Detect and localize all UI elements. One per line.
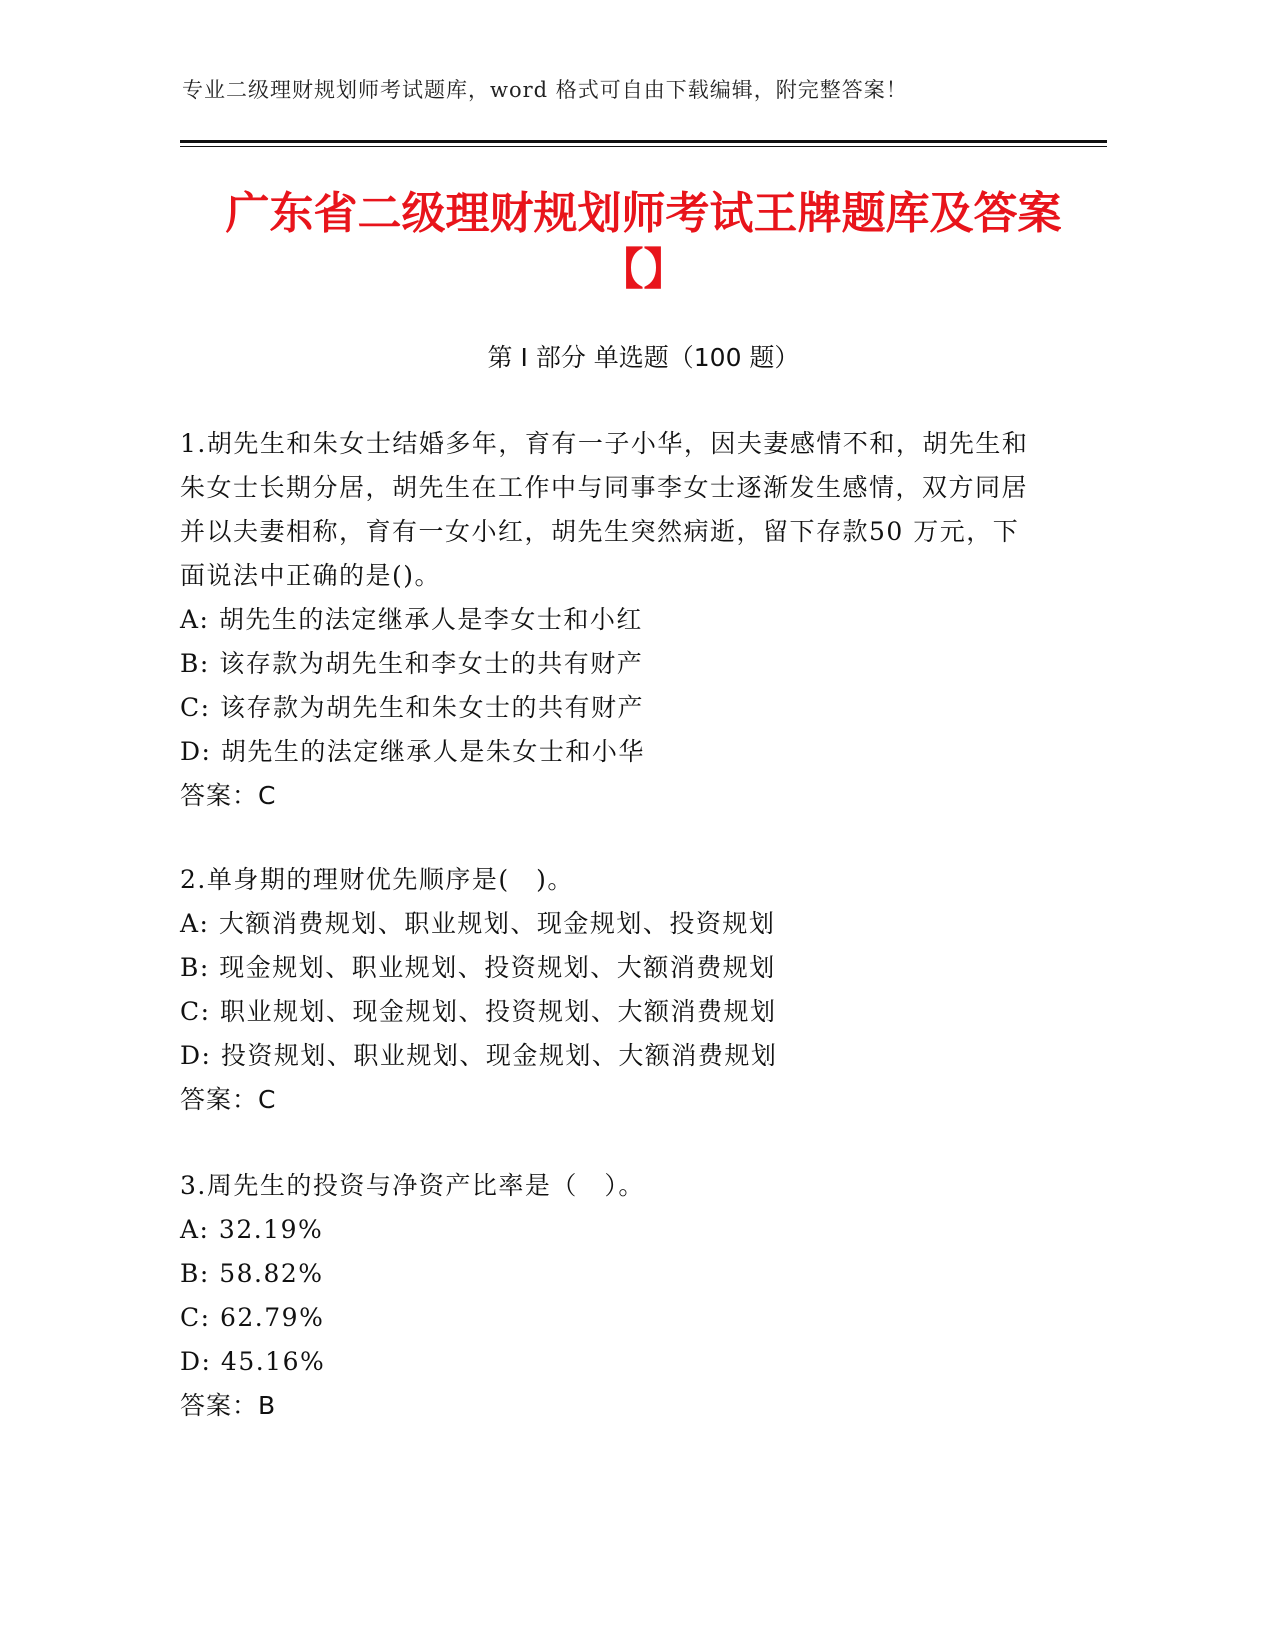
question-stem: 2.单身期的理财优先顺序是( )。: [180, 865, 574, 894]
option-a: A: 胡先生的法定继承人是李女士和小红: [180, 605, 643, 634]
header-note: 专业二级理财规划师考试题库，word 格式可自由下载编辑，附完整答案！: [182, 78, 908, 102]
question-stem: 3.周先生的投资与净资产比率是（ ）。: [180, 1171, 645, 1200]
option-a: A: 大额消费规划、职业规划、现金规划、投资规划: [180, 909, 776, 938]
option-b: B: 该存款为胡先生和李女士的共有财产: [180, 649, 644, 678]
question-2: [180, 858, 1030, 1122]
answer-line: 答案：C: [180, 781, 277, 810]
document-title: [180, 186, 1107, 298]
answer-line: 答案：B: [180, 1391, 277, 1420]
header-divider-thin: [180, 146, 1107, 147]
question-3: [180, 1164, 1030, 1428]
option-d: D: 投资规划、职业规划、现金规划、大额消费规划: [180, 1041, 778, 1070]
option-b: B: 现金规划、职业规划、投资规划、大额消费规划: [180, 953, 776, 982]
question-1: [180, 422, 1030, 818]
option-c: C: 62.79%: [180, 1303, 325, 1332]
document-title-line1: 广东省二级理财规划师考试王牌题库及答案: [225, 188, 1062, 239]
section-heading: 第 I 部分 单选题（100 题）: [487, 343, 800, 372]
option-c: C: 该存款为胡先生和朱女士的共有财产: [180, 693, 644, 722]
option-d: D: 胡先生的法定继承人是朱女士和小华: [180, 737, 645, 766]
option-a: A: 32.19%: [180, 1215, 324, 1244]
header-divider-thick: [180, 140, 1107, 143]
question-stem: 1.胡先生和朱女士结婚多年，育有一子小华，因夫妻感情不和，胡先生和朱女士长期分居，胡先生在工作中与同事李女士逐渐发生感情，双方同居并以夫妻相称，育有一女小红，胡先生突然病逝，留下存款50 万元，下面说法中正确的是()。: [180, 429, 1029, 590]
option-c: C: 职业规划、现金规划、投资规划、大额消费规划: [180, 997, 777, 1026]
option-b: B: 58.82%: [180, 1259, 324, 1288]
answer-line: 答案：C: [180, 1085, 277, 1114]
option-d: D: 45.16%: [180, 1347, 326, 1376]
document-title-line2: 【】: [599, 244, 688, 295]
